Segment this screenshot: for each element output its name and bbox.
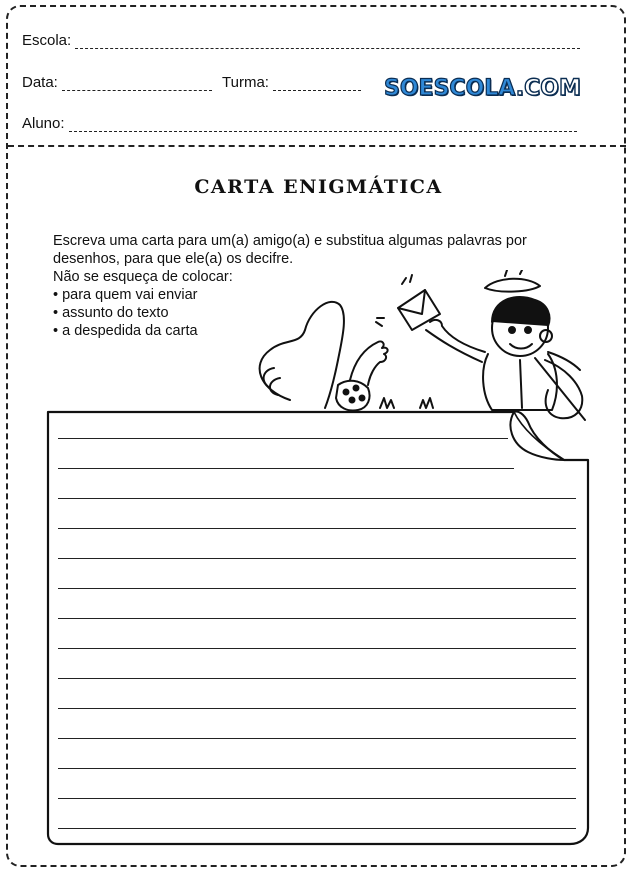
school-line[interactable] [75, 34, 580, 49]
bullet-item: • para quem vai enviar [53, 287, 198, 303]
student-label: Aluno: [22, 115, 65, 132]
school-label: Escola: [22, 32, 72, 49]
instructions-paragraph: Escreva uma carta para um(a) amigo(a) e substitua algumas palavras por desenhos, para que ele(a) os decifre. [53, 233, 527, 267]
writing-line[interactable] [58, 648, 576, 649]
bullet-item: • a despedida da carta [53, 323, 198, 339]
writing-line[interactable] [58, 468, 514, 469]
date-field[interactable] [22, 74, 212, 91]
student-field[interactable] [22, 115, 577, 132]
writing-line[interactable] [58, 558, 576, 559]
writing-line[interactable] [58, 528, 576, 529]
student-line[interactable] [69, 117, 577, 132]
date-line[interactable] [62, 76, 212, 91]
writing-line[interactable] [58, 828, 576, 829]
writing-line[interactable] [58, 798, 576, 799]
instructions-reminder: Não se esqueça de colocar: [53, 269, 233, 285]
header-divider [8, 145, 626, 147]
logo-main: SOESCOLA [384, 76, 516, 101]
class-label: Turma: [222, 74, 269, 91]
writing-line[interactable] [58, 438, 508, 439]
writing-paper [44, 408, 592, 848]
date-label: Data: [22, 74, 58, 91]
writing-line[interactable] [58, 768, 576, 769]
writing-line[interactable] [58, 588, 576, 589]
school-field[interactable] [22, 32, 580, 49]
writing-line[interactable] [58, 678, 576, 679]
writing-line[interactable] [58, 738, 576, 739]
class-field[interactable] [222, 74, 361, 91]
logo-suffix: .COM [515, 76, 581, 101]
writing-line[interactable] [58, 498, 576, 499]
writing-line[interactable] [58, 708, 576, 709]
soescola-logo [384, 76, 581, 101]
bullet-item: • assunto do texto [53, 305, 169, 321]
writing-line[interactable] [58, 618, 576, 619]
class-line[interactable] [273, 76, 361, 91]
page-title: CARTA ENIGMÁTICA [194, 176, 443, 198]
